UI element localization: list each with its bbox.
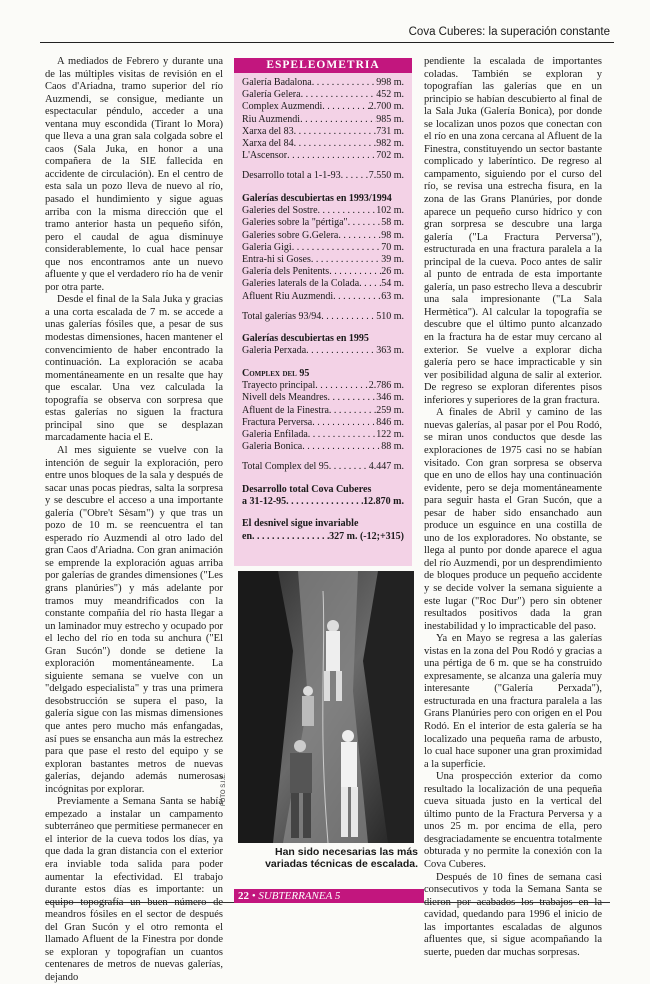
stats-row: Afluent Riu Auzmendi . . . 63 m. xyxy=(242,291,404,303)
stats-section-heading: Galerías descubiertas en 1995 xyxy=(242,332,369,344)
stats-row: Fractura Perversa . . . 846 m. xyxy=(242,417,404,429)
photo-caption: Han sido necesarias las más variadas técnicas de escalada. xyxy=(265,846,418,870)
stats-row: Galeria Gigi . . . 70 m. xyxy=(242,242,404,254)
article-column-right xyxy=(424,56,602,959)
stats-row: Afluent de la Finestra . . . 259 m. xyxy=(242,405,404,417)
climbing-photo xyxy=(238,571,414,843)
paragraph: A finales de Abril y camino de las nuevas galerías, al pasar por el Pou Rodó, se miran unos conductos que desde las exploraciones de 1975 casi no se habían visitado. Con gran sorpresa se observa que en uno de ellos hay una continuación evidente, pero se deja momentáneamente para seguir hasta el Gran Sucón, que a pesar de haber sido ensanchado aun produce un esguince en una costilla de uno de los exploradores. No obstante, se llega al punto por donde aparece el agua del río Auzmendi, por un desprendimiento de bloques produce un pequeño accidente y se decide volver la semana siguiente a este lugar ("Roc Dur") pero sin obtener resultados positivos dada la gran inestabilidad y lo impracticable del paso. xyxy=(424,407,602,632)
stats-row: Xarxa del 83 . . . 731 m. xyxy=(242,126,404,138)
page-footer xyxy=(234,889,424,903)
espeleometria-box xyxy=(234,58,412,566)
paragraph: Previamente a Semana Santa se había empezado a instalar un campamento subterráneo que permitiese permanecer en el interior de la cueva todos los días, ya que dada la gran distancia con el exterior era inviable toda salida para poder aumentar la efectividad. El trabajo durante estos días es importante: un equipo topografía un buen número de meandros fósiles en el sector de después del Gran Sucón y el otro remonta el llamado Afluent de la Finestra por donde se exploran y topografían un cuantos centenares de metros de nuevas galerías, dejando xyxy=(45,796,223,983)
footer-separator: • xyxy=(251,890,256,902)
stats-row: Galeria Perxada . . . 363 m. xyxy=(242,345,404,357)
stats-total-row: Total Complex del 95 . . . 4.447 m. xyxy=(242,461,404,473)
stats-row: Entra-hi si Goses . . . 39 m. xyxy=(242,254,404,266)
stats-total-row: Total galerías 93/94 . . . 510 m. xyxy=(242,311,404,323)
paragraph: Desde el final de la Sala Juka y gracias a una corta escalada de 7 m. se accede a unas galerías fósiles que, a pesar de sus modestas dimensiones, hacen mantener el convencimiento de haber encontrado la continuación. La exploración se acaba momentáneamente en un resalte que hay que escalar. Una vez calculada la topografía se observa con sorpresa que estas galerías no siguen la fractura principal sino que se desplazan marcadamente hacia el E. xyxy=(45,294,223,444)
paragraph: pendiente la escalada de importantes coladas. También se exploran y topografían las galerías que en un principio se habían descubierto al final de la Sala Juka (Galería Bonica), por donde se localizan unos pozos que conectan con el río en una zona cercana al Afluent de la Finestra, constituyendo un sector bastante complicado y laberíntico. De regreso al campamento, siguiendo por el curso del río, se revisa una estrecha fisura, en la zona de las Grans Planúries, por donde aparece un pequeño curso hídrico y con gran sorpresa se descubre una larga galería ("La Fractura Perversa"), estructurada en una fractura paralela a la principal de la cueva. Poco antes de salir al punto de entrada de esta importante galería, un paso estrecho lleva a descubrir una sala impresionante ("La Sala Hermètica"). Al calcular la topografía se descubre que el último punto alcanzado en la fractura ha de estar muy cercano al exterior. Se vuelve a explorar dicha galería pero se hace impracticable y sin ver posibilidad alguna de salir al exterior. De regreso se exploran diferentes pisos inferiores y superiores de la gran fractura. xyxy=(424,56,602,406)
page-number: 22 xyxy=(238,890,249,902)
stats-row: Galeria Enfilada . . . 122 m. xyxy=(242,429,404,441)
stats-row: Galeria Bonica . . . 88 m. xyxy=(242,441,404,453)
paragraph: Al mes siguiente se vuelve con la intención de seguir la exploración, pero entre unos bloques de la sala y después de sacar unas pocas piedras, salta la sorpresa y se descubre el acceso a una importante galería ("Obre't Sèsam") y que tras un pozo de 10 m. se reencuentra el tan esperado río Auzmendi al otro lado del gran Caos d'Ariadna. Con gran animación se emprende la exploración aguas arriba por galerías de grandes dimensiones ("Les grans planúries") y más adelante por tramos muy meandrificados con la constante compañía del río hasta llegar a un laminador muy estrecho y ocupado por el lecho del río en toda su anchura ("El Gran Sucón") donde se detiene la exploración momentáneamente. La siguiente semana se vuelve con un "delgado especialista" y tras una primera desobstrucción se supera el paso, la galería sigue con las mismas dimensiones que antes pero mucho más enfangadas, así pues se ensancha aun más la estrechez para que pase el resto del equipo y se exploran bastantes metros de nuevas galerías, dejando además numerosas incógnitas por explorar. xyxy=(45,444,223,795)
stats-row: Galeries del Sostre . . . 102 m. xyxy=(242,205,404,217)
stats-row: Galería dels Penitents . . . 26 m. xyxy=(242,266,404,278)
desnivel-label: El desnivel sigue invariable xyxy=(242,518,359,530)
magazine-name: SUBTERRANEA 5 xyxy=(258,890,341,902)
article-column-left xyxy=(45,56,223,984)
stats-section-heading: Galerías descubiertas en 1993/1994 xyxy=(242,192,392,204)
stats-row: Galeries sobre la "pértiga" . . . 58 m. xyxy=(242,217,404,229)
stats-row: Nivell dels Meandres . . . 346 m. xyxy=(242,392,404,404)
paragraph: Ya en Mayo se regresa a las galerías vistas en la zona del Pou Rodó y gracias a una pértiga de 6 m. que se ha construido expresamente, se alcanza una galería muy interesante ("Galería Perxada"), estructurada en una fractura paralela a las Grans Planúries pero con origen en el Pou Rodó. En el interior de esta galería se ha localizado una pequeña rama de arbusto, lo cual hace suponer una gran proximidad a la superficie. xyxy=(424,633,602,770)
stats-row: Xarxa del 84 . . . 982 m. xyxy=(242,138,404,150)
stats-row: Complex Auzmendi . . . 2.700 m. xyxy=(242,101,404,113)
stats-row: Galería Gelera . . . 452 m. xyxy=(242,89,404,101)
stats-row: Galería Badalona . . . 998 m. xyxy=(242,77,404,89)
paragraph: Después de 10 fines de semana casi consecutivos y toda la Semana Santa se dieron por acabados los trabajos en la cavidad, quedando para 1996 el inicio de las importantes escaladas de algunos afluentes que, si sigue acompañando la suerte, pueden dar muchas sorpresas. xyxy=(424,871,602,958)
stats-row: L'Ascensor . . . 702 m. xyxy=(242,150,404,162)
stats-row: Galeries laterals de la Colada . . . 54 m. xyxy=(242,278,404,290)
photo-credit: FOTO S.I.E. xyxy=(221,773,227,806)
running-header xyxy=(0,24,650,44)
final-total-row: a 31-12-95 . . . 12.870 m. xyxy=(242,496,404,508)
stats-total-row: Desarrollo total a 1-1-93 . . . 7.550 m. xyxy=(242,170,404,182)
paragraph: Una prospección exterior da como resultado la localización de una pequeña cueva situada justo en la vertical del último punto de la Fractura Perversa y a unos 25 m. por encima de ella, pero desgraciadamente se encuentra totalmente obturada y no permite la conexión con la Cova Cuberes. xyxy=(424,771,602,870)
stats-row: Galeries sobre G.Gelera . . . 98 m. xyxy=(242,230,404,242)
stats-title: ESPELEOMETRIA xyxy=(234,58,412,73)
stats-row: Trayecto principal . . . 2.786 m. xyxy=(242,380,404,392)
running-header-title: Cova Cuberes: la superación constante xyxy=(403,26,610,38)
stats-row: Riu Auzmendi . . . 985 m. xyxy=(242,114,404,126)
header-rule xyxy=(40,42,614,43)
paragraph: A mediados de Febrero y durante una de las múltiples visitas de revisión en el Caos d'Ariadna, tramo superior del río Auzmendi, se consigue, mediante un espectacular péndulo, acceder a una ventana muy escondida (Tirant lo Mora) que lleva a una gran sala colgada sobre el caos (Sala Juka, en honor a una compañera de la SIE fallecida en accidente de circulación). En el centro de esta sala un pozo lleva de nuevo al río, pasado el hundimiento y sigue aguas arriba con la misma dirección que el tramo anterior hasta un pequeño sifón, pero el caudal de agua disminuye considerablemente, lo cual hace pensar que nos encontramos ante un nuevo afluente y que el verdadero río ha de venir por otra parte. xyxy=(45,56,223,293)
desnivel-row: en . . . 327 m. (-12;+315) xyxy=(242,531,404,543)
stats-section-heading: Complex del 95 xyxy=(242,367,310,379)
final-total-label: Desarrollo total Cova Cuberes xyxy=(242,483,372,495)
